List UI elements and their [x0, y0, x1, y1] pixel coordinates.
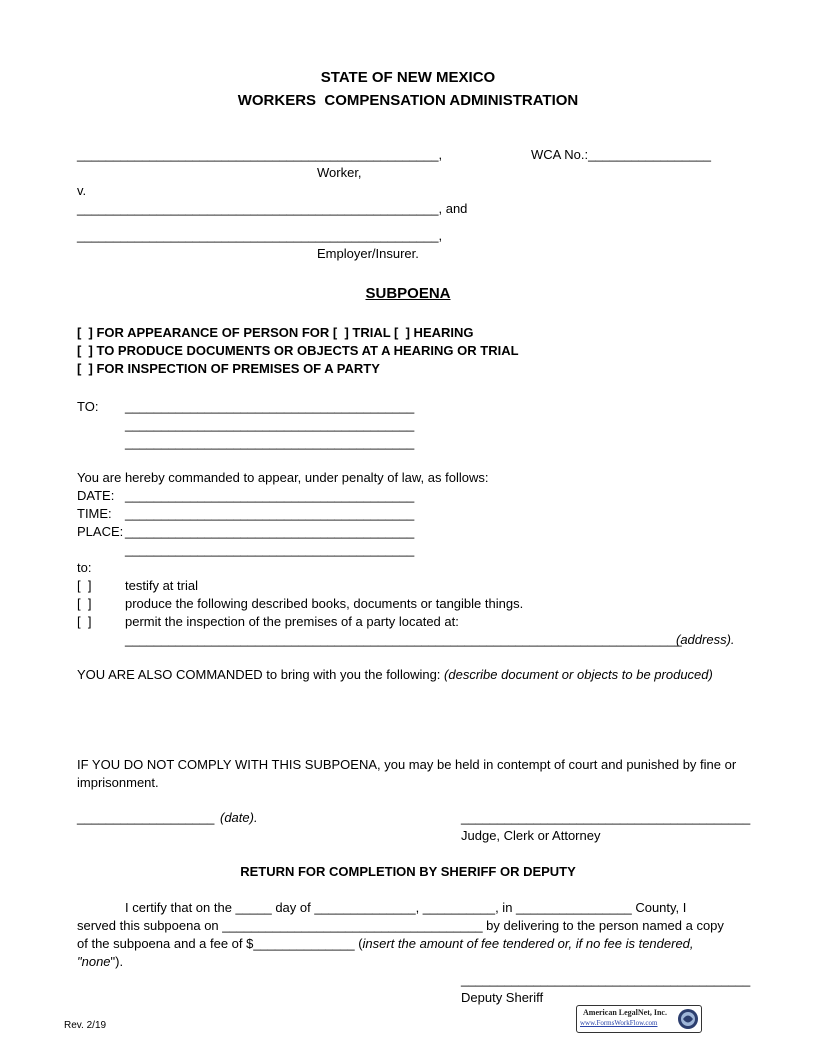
- date-field[interactable]: ________________________________________: [125, 488, 415, 503]
- time-label: TIME:: [77, 506, 112, 521]
- worker-label: Worker,: [317, 165, 362, 180]
- publisher-logo[interactable]: [576, 1005, 702, 1033]
- worker-name-line[interactable]: __________________________________________________,: [77, 147, 443, 162]
- command-intro: You are hereby commanded to appear, under penalty of law, as follows:: [77, 470, 489, 485]
- header-state: STATE OF NEW MEXICO: [320, 69, 496, 86]
- deputy-signature-label: Deputy Sheriff: [461, 990, 544, 1005]
- also-commanded-text: YOU ARE ALSO COMMANDED to bring with you the following: (describe document or objects to be produced): [77, 667, 713, 682]
- return-title: RETURN FOR COMPLETION BY SHERIFF OR DEPUTY: [240, 864, 576, 879]
- inspection-label: permit the inspection of the premises of a party located at:: [125, 614, 459, 629]
- deputy-signature-line[interactable]: ________________________________________: [461, 972, 751, 987]
- address-field[interactable]: _____________________________________________________________________________: [125, 632, 682, 647]
- place-field[interactable]: ________________________________________: [125, 524, 415, 539]
- issue-date-label: (date).: [220, 810, 258, 825]
- date-label: DATE:: [77, 488, 115, 503]
- employer-insurer-label: Employer/Insurer.: [317, 246, 419, 261]
- employer-name-line[interactable]: __________________________________________________, and: [77, 201, 468, 216]
- issue-date-field[interactable]: ___________________: [77, 810, 215, 825]
- place-label: PLACE:: [77, 524, 124, 539]
- logo-url[interactable]: www.FormsWorkFlow.com: [580, 1019, 658, 1027]
- logo-name: American LegalNet, Inc.: [583, 1008, 667, 1017]
- header-agency: WORKERS COMPENSATION ADMINISTRATION: [237, 92, 579, 109]
- warning-text-2: imprisonment.: [77, 775, 159, 790]
- document-title: SUBPOENA: [365, 285, 451, 302]
- time-field[interactable]: ________________________________________: [125, 506, 415, 521]
- produce-label: produce the following described books, documents or tangible things.: [125, 596, 524, 611]
- globe-icon: [677, 1008, 699, 1030]
- address-label: (address).: [676, 632, 735, 647]
- return-paragraph-line: of the subpoena and a fee of $______________ (insert the amount of fee tendered or, if no fee is tendered,: [77, 936, 694, 951]
- wca-number-field[interactable]: WCA No.:_________________: [531, 147, 711, 162]
- inspection-checkbox[interactable]: [ ]: [77, 614, 92, 629]
- option-inspection[interactable]: [ ] FOR INSPECTION OF PREMISES OF A PARTY: [77, 361, 380, 376]
- warning-text: IF YOU DO NOT COMPLY WITH THIS SUBPOENA, you may be held in contempt of court and punished by fine or: [77, 757, 737, 772]
- to-label: TO:: [77, 399, 99, 414]
- judge-signature-label: Judge, Clerk or Attorney: [461, 828, 601, 843]
- revision-label: Rev. 2/19: [64, 1020, 107, 1031]
- to-line[interactable]: ________________________________________: [125, 417, 415, 432]
- to-line[interactable]: ________________________________________: [125, 435, 415, 450]
- testify-checkbox[interactable]: [ ]: [77, 578, 92, 593]
- testify-label: testify at trial: [125, 578, 198, 593]
- produce-checkbox[interactable]: [ ]: [77, 596, 92, 611]
- option-produce-documents[interactable]: [ ] TO PRODUCE DOCUMENTS OR OBJECTS AT A HEARING OR TRIAL: [77, 343, 519, 358]
- versus-label: v.: [77, 183, 87, 198]
- judge-signature-line[interactable]: ________________________________________: [461, 810, 751, 825]
- to-purpose-label: to:: [77, 560, 92, 575]
- insurer-name-line[interactable]: __________________________________________________,: [77, 228, 443, 243]
- return-paragraph-line: I certify that on the _____ day of ______________, __________, in ________________ County, I: [125, 900, 687, 915]
- to-line[interactable]: ________________________________________: [125, 399, 415, 414]
- place-field-2[interactable]: ________________________________________: [125, 542, 415, 557]
- return-paragraph-line: served this subpoena on ____________________________________ by delivering to the person named a copy: [77, 918, 724, 933]
- return-paragraph-line: "none").: [77, 954, 124, 969]
- also-commanded-hint: (describe document or objects to be produced): [444, 667, 713, 682]
- option-appearance[interactable]: [ ] FOR APPEARANCE OF PERSON FOR [ ] TRIAL [ ] HEARING: [77, 325, 474, 340]
